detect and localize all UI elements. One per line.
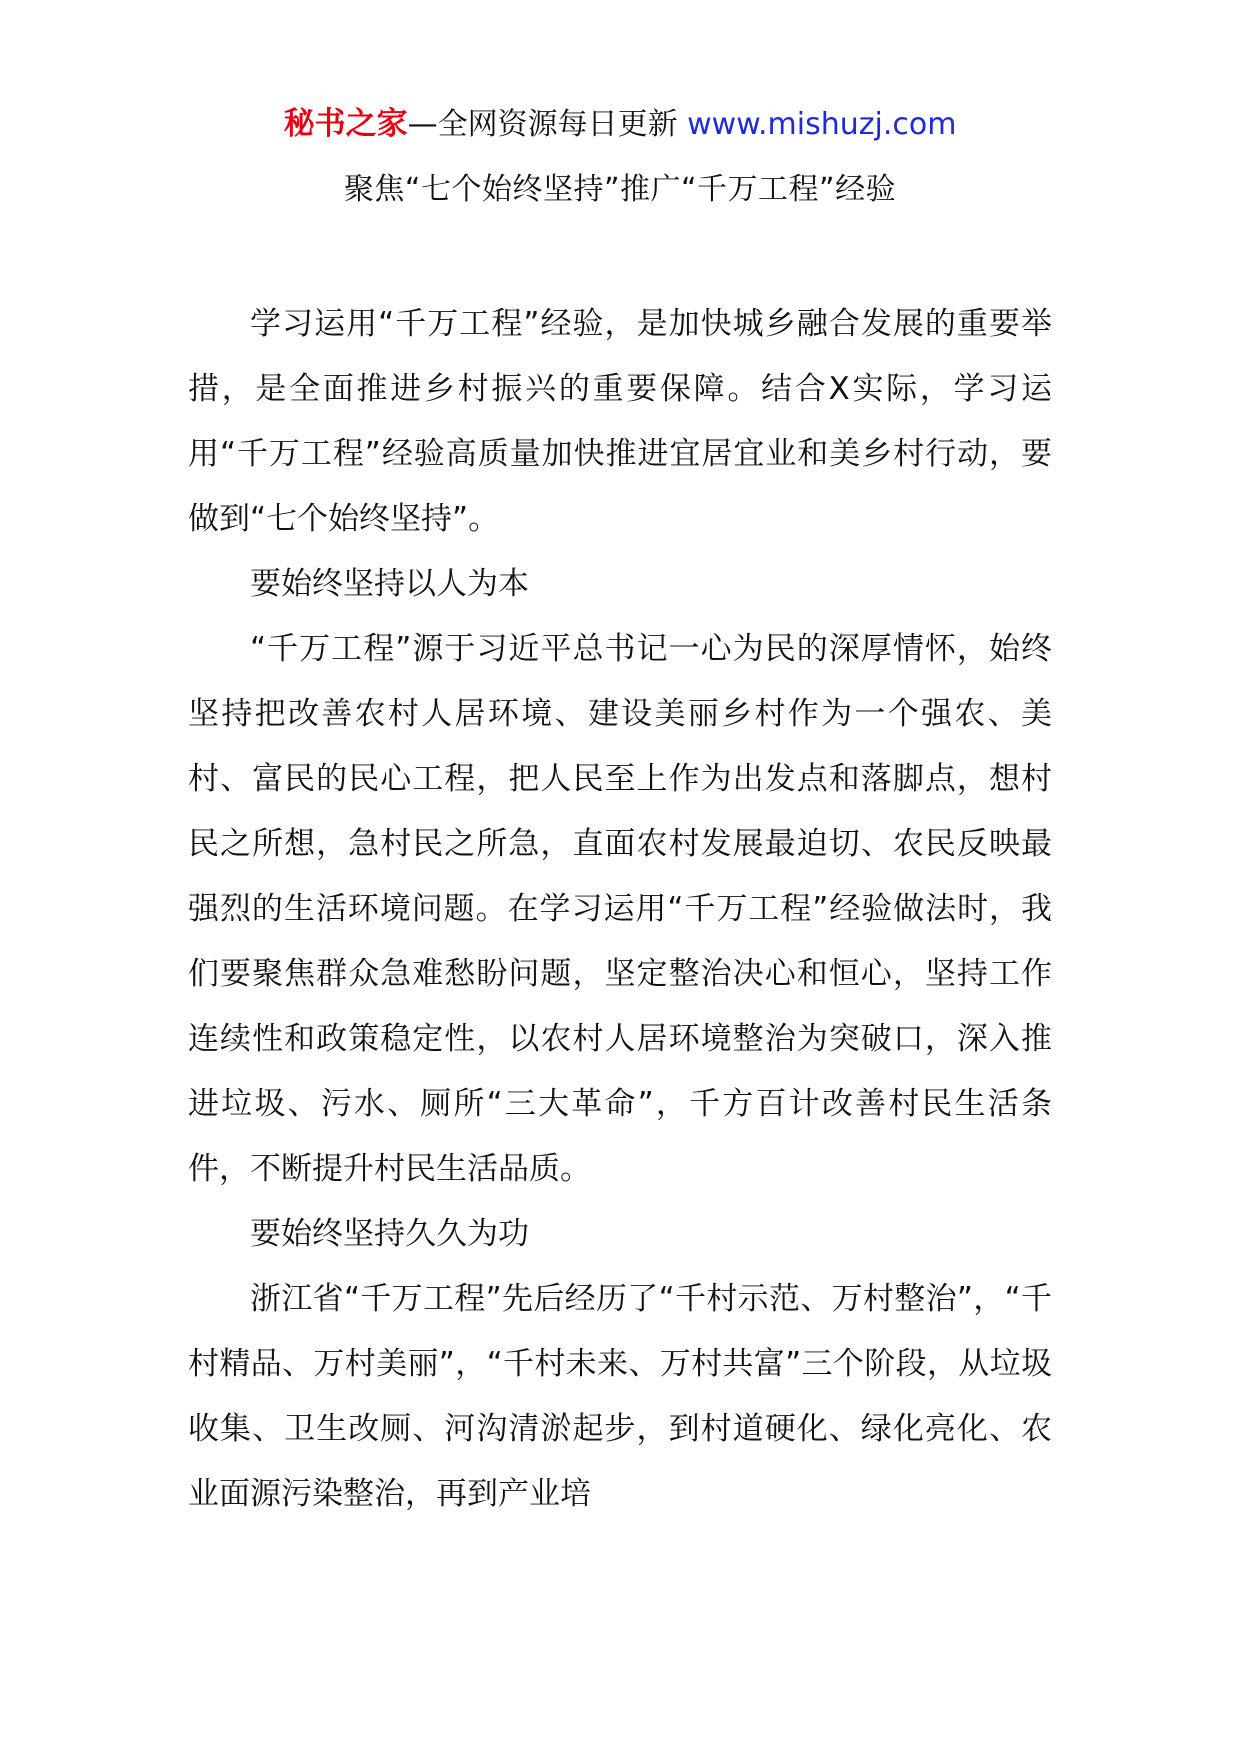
site-url-link[interactable]: www.mishuzj.com <box>687 107 957 142</box>
site-header <box>0 100 1240 149</box>
brand-name: 秘书之家 <box>283 106 408 142</box>
header-slogan: —全网资源每日更新 <box>407 107 688 142</box>
body-paragraph: 浙江省“千万工程”先后经历了“千村示范、万村整治”，“千村精品、万村美丽”，“千村未来、万村共富”三个阶段，从垃圾收集、卫生改厕、河沟清淤起步，到村道硬化、绿化亮化、农业面源污染整治，再到产业培 <box>188 1281 1052 1512</box>
section-heading: 要始终坚持以人为本 <box>250 566 529 602</box>
intro-paragraph: 学习运用“千万工程”经验，是加快城乡融合发展的重要举措，是全面推进乡村振兴的重要保障。结合X实际，学习运用“千万工程”经验高质量加快推进宜居宜业和美乡村行动，要做到“七个始终坚持”。 <box>188 306 1052 537</box>
document-body <box>188 292 1052 1527</box>
section-heading: 要始终坚持久久为功 <box>250 1216 529 1252</box>
document-title: 聚焦“七个始终坚持”推广“千万工程”经验 <box>343 172 897 207</box>
body-paragraph: “千万工程”源于习近平总书记一心为民的深厚情怀，始终坚持把改善农村人居环境、建设美丽乡村作为一个强农、美村、富民的民心工程，把人民至上作为出发点和落脚点，想村民之所想，急村民之所急，直面农村发展最迫切、农民反映最强烈的生活环境问题。在学习运用“千万工程”经验做法时，我们要聚焦群众急难愁盼问题，坚定整治决心和恒心，坚持工作连续性和政策稳定性，以农村人居环境整治为突破口，深入推进垃圾、污水、厕所“三大革命”，千方百计改善村民生活条件，不断提升村民生活品质。 <box>188 631 1052 1187</box>
